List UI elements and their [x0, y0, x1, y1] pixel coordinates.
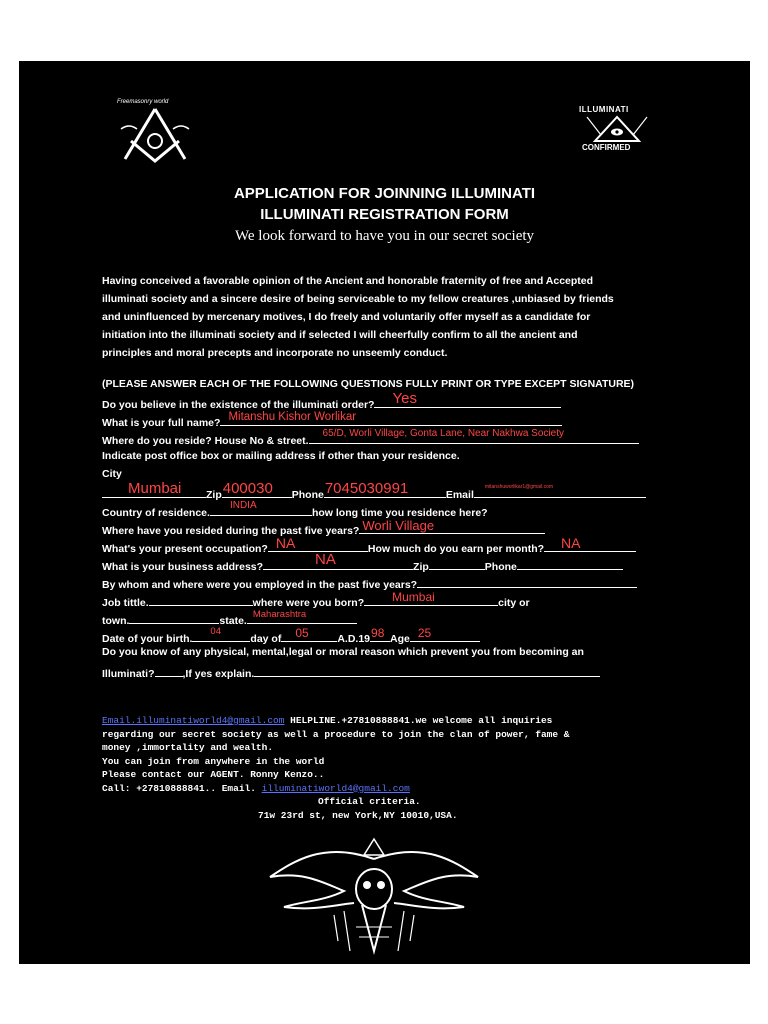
label-city: City — [102, 468, 122, 480]
question-name: What is your full name? Mitanshu Kishor Worlikar — [102, 414, 562, 429]
footer-email-link-2[interactable]: illuminatiworld4@gmail.com — [261, 782, 410, 794]
footer-line-2: regarding our secret society as well a procedure to join the clan of power, fame & — [102, 728, 570, 740]
footer-line-5: Please contact our AGENT. Ronny Kenzo.. — [102, 769, 325, 780]
intro-line: principles and moral precepts and incorporate no unseemly conduct. — [102, 347, 448, 359]
question-country: Country of residence. INDIA how long time you residence here? — [102, 500, 488, 519]
answer-state: Maharashtra — [252, 609, 307, 620]
intro-line: initiation into the illuminati society and if selected I will cheerfully confirm to all the ancient and — [102, 329, 578, 341]
intro-line: Having conceived a favorable opinion of the Ancient and honorable fraternity of free and Accepted — [102, 275, 594, 287]
answer-country: INDIA — [229, 500, 257, 511]
row-job-born: Job tittle. where were you born? Mumbai city or — [102, 590, 530, 609]
answer-born-field[interactable] — [364, 590, 498, 606]
row-city-zip-phone-email: Mumbai Zip 400030 Phone 7045030991 Email mitanshuworlikar1@gmail.com — [102, 486, 646, 501]
answer-city-field[interactable] — [102, 480, 206, 498]
answer-dob-month-field[interactable] — [281, 626, 337, 642]
answer-reside-field[interactable] — [309, 428, 639, 444]
intro-line: and uninfluenced by mercenary motives, I do freely and voluntarily offer myself as a candidate for — [102, 311, 591, 323]
answer-dob-year: 98 — [371, 626, 385, 640]
answer-name: Mitanshu Kishor Worlikar — [228, 411, 357, 423]
business-phone-field[interactable] — [517, 558, 623, 570]
answer-city: Mumbai — [128, 480, 182, 497]
answer-state-field[interactable] — [247, 609, 357, 624]
answer-past5-field[interactable] — [359, 518, 545, 534]
answer-dob-day: 04 — [210, 626, 221, 637]
question-employed: By whom and where were you employed in the past five years? — [102, 576, 637, 591]
footer-line-8: 71w 23rd st, new York,NY 10010,USA. — [258, 809, 458, 821]
answer-email-field[interactable] — [474, 486, 646, 498]
footer-line-4: You can join from anywhere in the world — [102, 755, 325, 767]
business-zip-field[interactable] — [429, 558, 485, 570]
answer-believe-field[interactable] — [374, 390, 561, 408]
answer-reside: 65/D, Worli Village, Gonta Lane, Near Nakhwa Society — [322, 428, 564, 439]
answer-email: mitanshuworlikar1@gmail.com — [484, 484, 554, 490]
intro-paragraph — [102, 272, 662, 362]
footer-line-6: Call: +27810888841.. Email. illuminatiworld4@gmail.com — [102, 782, 410, 794]
question-believe: Do you believe in the existence of the illuminati order? Yes — [102, 396, 561, 411]
footer-line-1: Email.illuminatiworld4@gmail.com HELPLINE.+27810888841.we welcome all inquiries — [102, 715, 553, 726]
answer-country-field[interactable] — [210, 500, 312, 516]
answer-business: NA — [315, 551, 336, 568]
answer-dob-day-field[interactable] — [192, 626, 250, 642]
right-logo-title: ILLUMINATI — [579, 105, 629, 114]
answer-name-field[interactable] — [220, 411, 562, 426]
answer-town-field[interactable] — [129, 612, 219, 624]
answer-zip: 400030 — [222, 480, 273, 497]
question-reason-cont: Illuminati? ,If yes explain. — [102, 665, 600, 680]
answer-employed-field[interactable] — [417, 576, 637, 588]
title-line-2: ILLUMINATI REGISTRATION FORM — [260, 206, 509, 223]
answer-job-field[interactable] — [149, 594, 253, 606]
answer-phone: 7045030991 — [324, 480, 409, 497]
answer-past5: Worli Village — [362, 518, 435, 533]
question-postbox: Indicate post office box or mailing address if other than your residence. — [102, 450, 460, 462]
footer-line-7: Official criteria. — [318, 796, 421, 807]
answer-occupation: NA — [275, 535, 296, 551]
answer-believe: Yes — [392, 390, 417, 407]
footer-line-3: money ,immortality and wealth. — [102, 742, 274, 753]
document-page — [19, 61, 750, 964]
footer-block — [102, 714, 569, 822]
answer-earn-field[interactable] — [544, 535, 636, 552]
answer-born: Mumbai — [392, 590, 435, 604]
question-business: What is your business address? NA Zip Phone — [102, 558, 623, 573]
row-town-state: town. state. Maharashtra — [102, 612, 357, 627]
answer-phone-field[interactable] — [324, 480, 446, 498]
square-compass-logo — [117, 99, 193, 169]
answer-earn: NA — [561, 535, 581, 551]
question-reside: Where do you reside? House No & street. 65/D, Worli Village, Gonta Lane, Near Nakhwa Society — [102, 432, 639, 447]
title-line-1: APPLICATION FOR JOINNING ILLUMINATI — [233, 185, 536, 202]
question-past5: Where have you resided during the past five years? Worli Village — [102, 522, 545, 537]
title-line-3: We look forward to have you in our secret society — [234, 228, 535, 244]
intro-line: illuminati society and a sincere desire of being serviceable to my fellow creatures ,unbiased by friends — [102, 293, 614, 305]
right-logo-caption: CONFIRMED — [582, 143, 631, 152]
footer-email-link[interactable]: Email.illuminatiworld4@gmail.com — [102, 715, 285, 726]
row-birth: Date of your birth. 04 day of 05 A.D.19 98 Age 25 — [102, 630, 480, 645]
question-occupation: What's your present occupation? NA How much do you earn per month? NA — [102, 540, 636, 555]
winged-skull-emblem — [264, 831, 484, 961]
answer-reason-field[interactable] — [155, 665, 183, 677]
answer-explain-field[interactable] — [254, 665, 600, 677]
left-logo-caption: Freemasonry world — [117, 99, 169, 105]
question-reason: Do you know of any physical, mental,legal or moral reason which prevent you from becoming an — [102, 646, 584, 658]
form-instruction: (PLEASE ANSWER EACH OF THE FOLLOWING QUESTIONS FULLY PRINT OR TYPE EXCEPT SIGNATURE) — [102, 378, 635, 390]
answer-business-field[interactable] — [263, 551, 413, 570]
answer-age-field[interactable] — [410, 626, 480, 642]
answer-zip-field[interactable] — [222, 480, 292, 498]
answer-dob-month: 05 — [295, 626, 309, 640]
answer-age: 25 — [417, 626, 432, 640]
answer-dob-year-field[interactable] — [370, 626, 390, 642]
